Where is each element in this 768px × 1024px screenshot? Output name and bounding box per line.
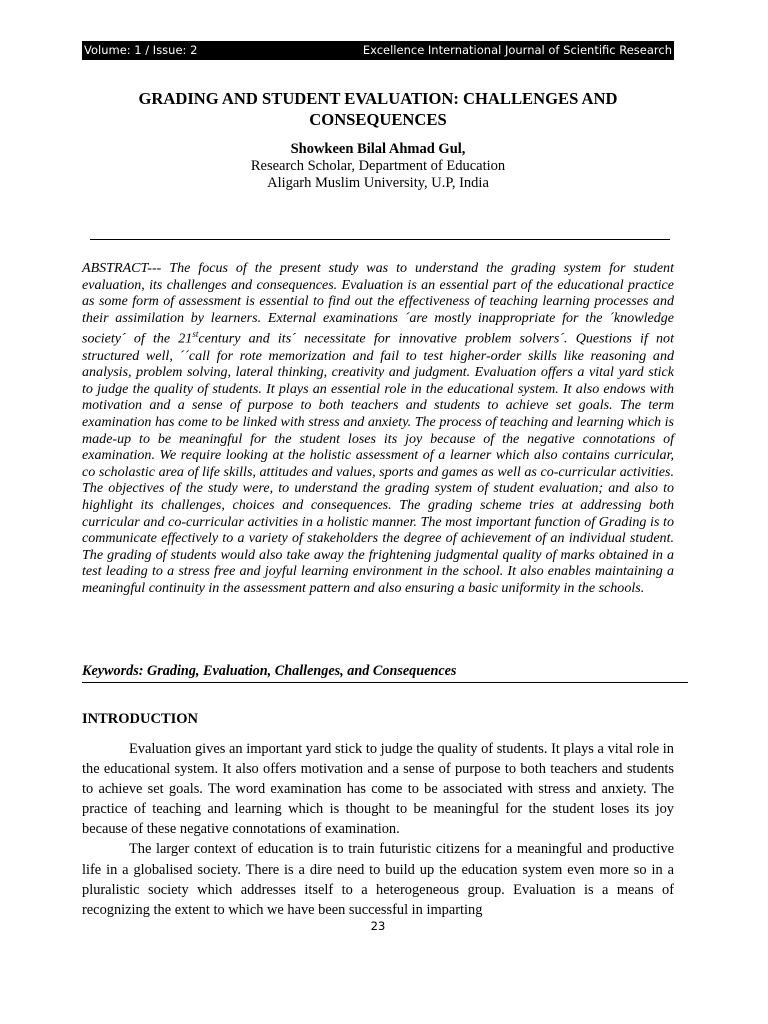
introduction-heading: INTRODUCTION	[82, 711, 199, 727]
abstract	[82, 260, 674, 597]
keywords	[82, 662, 674, 680]
journal-name: Excellence International Journal of Scientific Research	[362, 43, 672, 57]
author-block	[82, 141, 674, 192]
top-divider	[90, 239, 670, 240]
paragraph: Evaluation gives an important yard stick to judge the quality of students. It plays a vital role in the educational system. It also offers motivation and a sense of purpose to both teachers and students to achieve set goals. The word examination has come to be associated with stress and anxiety. The practice of teaching and learning which is thought to be meaningful for the student loses its joy because of these negative connotations of examination.	[82, 741, 674, 838]
author-role: Research Scholar, Department of Education	[250, 158, 506, 174]
ordinal-superscript: st	[192, 329, 199, 340]
page-number: 23	[370, 919, 386, 933]
author-name: Showkeen Bilal Ahmad Gul,	[290, 141, 466, 157]
keywords-text: Grading, Evaluation, Challenges, and Consequences	[143, 663, 457, 679]
abstract-text-1: ABSTRACT--- The focus of the present study was to understand the grading system for student evaluation, its challenges and consequences. Evaluation is an essential part of the educational practice as some form of assessment is essential to find out the effectiveness of teaching learning processes and their assimilation by learners. External examinations ´are mostly inappropriate for the ´knowledge society´ of the 21	[82, 260, 674, 348]
journal-header	[82, 41, 674, 60]
paper-title: GRADING AND STUDENT EVALUATION: CHALLENGES AND CONSEQUENCES	[138, 89, 618, 129]
paragraph: The larger context of education is to train futuristic citizens for a meaningful and productive life in a globalised society. There is a dire need to build up the education system even more so in a pluralistic society which addresses itself to a heterogeneous group. Evaluation is a means of recognizing the extent to which we have been successful in imparting	[82, 841, 674, 918]
author-affiliation: Aligarh Muslim University, U.P, India	[267, 175, 489, 191]
introduction-body	[82, 739, 674, 920]
bottom-divider	[82, 682, 688, 683]
keywords-label: Keywords:	[82, 663, 144, 679]
volume-issue: Volume: 1 / Issue: 2	[84, 43, 198, 57]
abstract-text-2: century and its´ necessitate for innovative problem solvers´. Questions if not structured well, ´´call for rote memorization and fail to test higher-order skills like reasoning and analysis, problem solving, lateral thinking, creativity and judgment. Evaluation offers a vital yard stick to judge the quality of students. It plays an essential role in the educational system. It also endows with motivation and a sense of purpose to both teachers and students to achieve set goals. The term examination has come to be linked with stress and anxiety. The process of teaching and learning which is made-up to be meaningful for the student loses its joy because of the negative connotations of examination. We require looking at the holistic assessment of a learner which also contains curricular, co scholastic area of life skills, attitudes and values, sports and games as well as co-curricular activities. The objectives of the study were, to understand the grading system of student evaluation; and also to highlight its challenges, choices and consequences. The grading scheme tries at addressing both curricular and co-curricular activities in a holistic manner. The most important function of Grading is to communicate effectively to a variety of stakeholders the degree of achievement of an individual student. The grading of students would also take away the frightening judgmental quality of marks obtained in a test leading to a stress free and joyful learning environment in the school. It also enables maintaining a meaningful continuity in the assessment pattern and also ensuring a basic uniformity in the schools.	[82, 331, 674, 596]
